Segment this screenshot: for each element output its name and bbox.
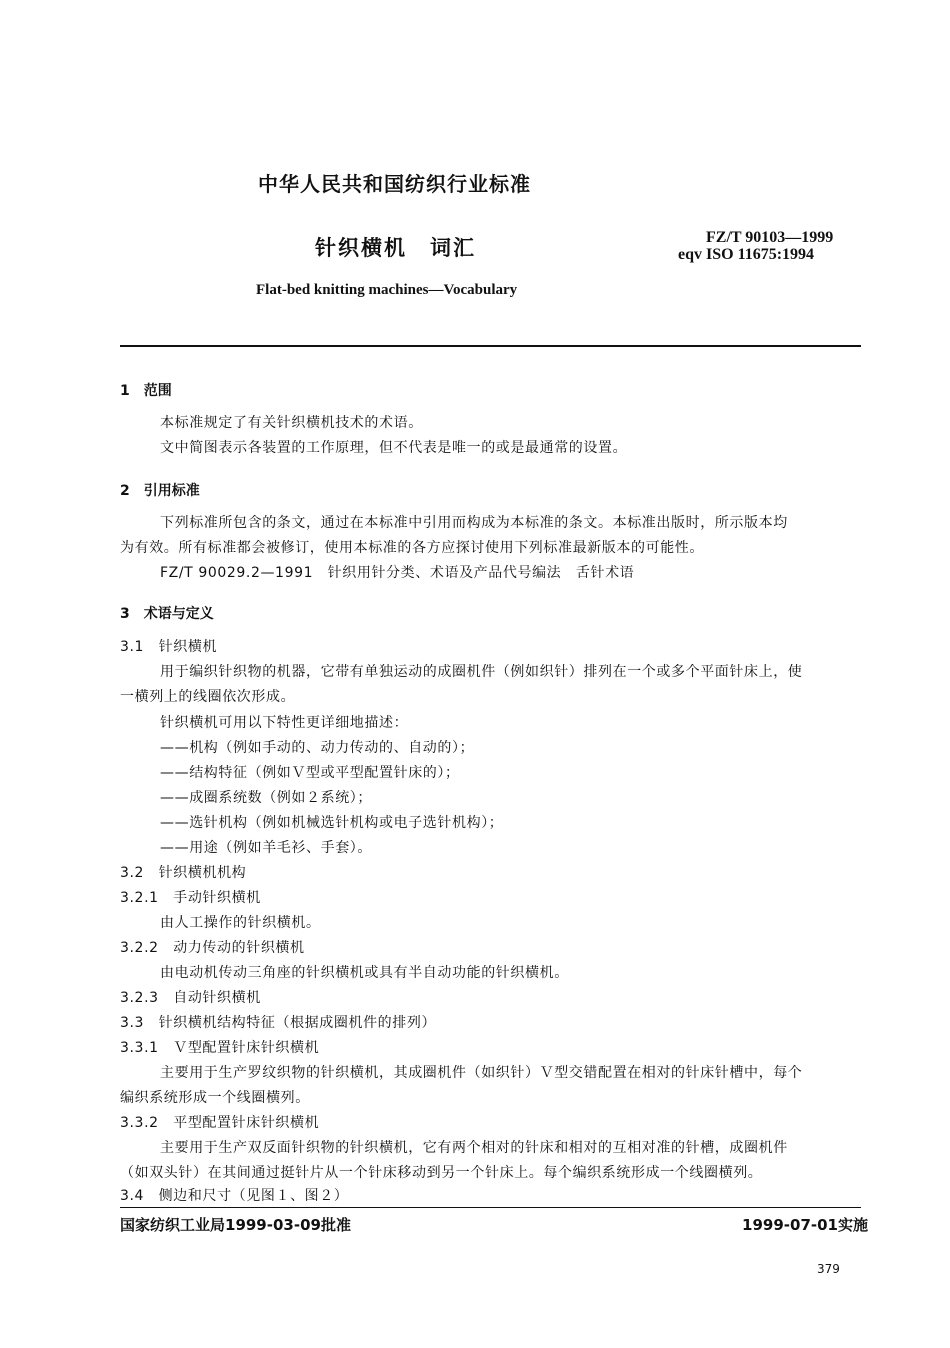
section-heading: 1 范围 xyxy=(120,383,172,399)
paragraph: 文中简图表示各装置的工作原理，但不代表是唯一的或是最通常的设置。 xyxy=(160,440,628,456)
list-item: ——选针机构（例如机械选针机构或电子选针机构）； xyxy=(160,815,504,831)
paragraph: 为有效。所有标准都会被修订，使用本标准的各方应探讨使用下列标准最新版本的可能性。 xyxy=(120,540,704,556)
footer-divider xyxy=(120,1207,861,1208)
term-heading: 3.3.1 Ｖ型配置针床针织横机 xyxy=(120,1040,320,1056)
document-title-cn: 针织横机 词汇 xyxy=(315,236,476,260)
term-heading: 3.3.2 平型配置针床针织横机 xyxy=(120,1115,320,1131)
term-heading: 3.4 侧边和尺寸（见图１、图２） xyxy=(120,1188,349,1204)
term-heading: 3.2.1 手动针织横机 xyxy=(120,890,261,906)
effective-date: 1999-07-01实施 xyxy=(742,1216,868,1234)
paragraph: 下列标准所包含的条文，通过在本标准中引用而构成为本标准的条文。本标准出版时，所示版本均 xyxy=(160,515,788,531)
term-heading: 3.2.3 自动针织横机 xyxy=(120,990,261,1006)
term-heading: 3.2 针织横机机构 xyxy=(120,865,247,881)
paragraph: 主要用于生产罗纹织物的针织横机，其成圈机件（如织针）Ｖ型交错配置在相对的针床针槽中，每个 xyxy=(160,1065,803,1081)
paragraph: 由电动机传动三角座的针织横机或具有半自动功能的针织横机。 xyxy=(160,965,569,981)
term-heading: 3.3 针织横机结构特征（根据成圈机件的排列） xyxy=(120,1015,437,1031)
paragraph: 用于编织针织物的机器，它带有单独运动的成圈机件（例如织针）排列在一个或多个平面针床上，使 xyxy=(160,664,803,680)
paragraph: 主要用于生产双反面针织物的针织横机，它有两个相对的针床和相对的互相对准的针槽，成圈机件 xyxy=(160,1140,788,1156)
section-heading: 2 引用标准 xyxy=(120,483,200,499)
paragraph: （如双头针）在其间通过挺针片从一个针床移动到另一个针床上。每个编织系统形成一个线圈横列。 xyxy=(120,1165,763,1181)
list-item: ——机构（例如手动的、动力传动的、自动的）； xyxy=(160,740,475,756)
reference-entry: FZ/T 90029.2—1991 针织用针分类、术语及产品代号编法 舌针术语 xyxy=(160,565,635,581)
paragraph: 针织横机可用以下特性更详细地描述： xyxy=(160,715,409,731)
approval-note: 国家纺织工业局1999-03-09批准 xyxy=(120,1216,351,1234)
paragraph: 一横列上的线圈依次形成。 xyxy=(120,689,296,705)
list-item: ——结构特征（例如Ｖ型或平型配置针床的）； xyxy=(160,765,460,781)
standard-authority: 中华人民共和国纺织行业标准 xyxy=(258,172,531,196)
paragraph: 本标准规定了有关针织横机技术的术语。 xyxy=(160,415,423,431)
list-item: ——用途（例如羊毛衫、手套）。 xyxy=(160,840,372,856)
term-heading: 3.1 针织横机 xyxy=(120,639,218,655)
iso-equivalent: eqv ISO 11675:1994 xyxy=(678,246,815,263)
standard-code: FZ/T 90103—1999 xyxy=(706,229,834,246)
document-title-en: Flat-bed knitting machines—Vocabulary xyxy=(256,282,518,298)
header-divider xyxy=(120,345,861,347)
term-heading: 3.2.2 动力传动的针织横机 xyxy=(120,940,305,956)
list-item: ——成圈系统数（例如２系统）； xyxy=(160,790,372,806)
paragraph: 由人工操作的针织横机。 xyxy=(160,915,321,931)
paragraph: 编织系统形成一个线圈横列。 xyxy=(120,1090,310,1106)
page-number: 379 xyxy=(817,1262,840,1276)
section-heading: 3 术语与定义 xyxy=(120,606,214,622)
